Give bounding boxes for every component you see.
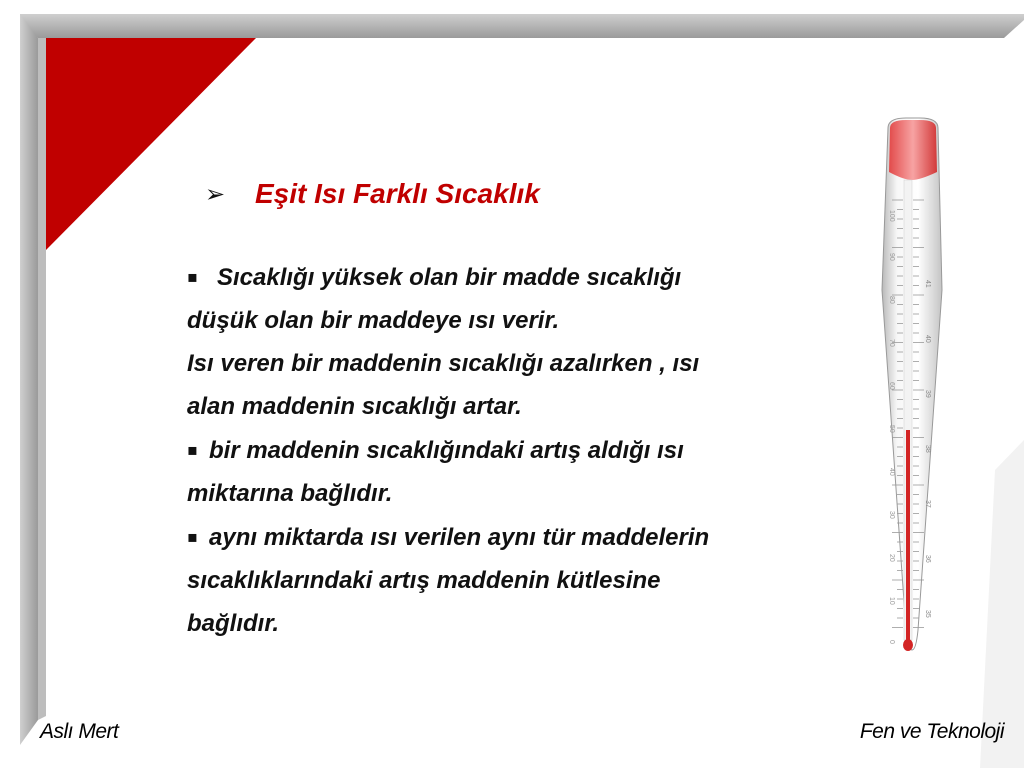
slide-title-row bbox=[205, 178, 540, 210]
thermometer-secondary-label: 41 bbox=[924, 280, 931, 288]
footer-author: Aslı Mert bbox=[40, 720, 119, 743]
body-line: ▪ bir maddenin sıcaklığındaki artış aldığı ısı bbox=[187, 428, 867, 472]
body-line: bağlıdır. bbox=[187, 610, 280, 637]
thermometer-scale-label: 80 bbox=[888, 296, 895, 304]
thermometer-liquid bbox=[906, 430, 910, 645]
body-line: ▪ Sıcaklığı yüksek olan bir madde sıcaklığı bbox=[187, 255, 867, 299]
body-line: ▪ aynı miktarda ısı verilen aynı tür maddelerin bbox=[187, 515, 867, 559]
arrow-bullet-icon: ➢ bbox=[205, 180, 226, 208]
thermometer-secondary-label: 35 bbox=[924, 610, 931, 618]
thermometer-secondary-label: 36 bbox=[924, 555, 931, 563]
body-line: düşük olan bir maddeye ısı verir. bbox=[187, 307, 560, 334]
thermometer-scale-label: 20 bbox=[888, 554, 895, 562]
body-line: sıcaklıklarındaki artış maddenin kütlesine bbox=[187, 567, 661, 594]
thermometer-scale-label: 40 bbox=[888, 468, 895, 476]
thermometer-secondary-label: 38 bbox=[924, 445, 931, 453]
thermometer-secondary-label: 37 bbox=[924, 500, 931, 508]
square-bullet-icon: ▪ bbox=[187, 440, 198, 459]
red-corner-triangle bbox=[46, 38, 256, 250]
thermometer-scale-label: 70 bbox=[888, 339, 895, 347]
thermometer-scale-label: 50 bbox=[888, 425, 895, 433]
body-line: miktarına bağlıdır. bbox=[187, 480, 393, 507]
left-frame-bar bbox=[20, 14, 38, 745]
thermometer-scale-label: 100 bbox=[888, 210, 895, 222]
thermometer-image bbox=[860, 110, 970, 670]
thermometer-scale-label: 0 bbox=[888, 640, 895, 644]
thermometer-secondary-label: 40 bbox=[924, 335, 931, 343]
top-frame-bar bbox=[20, 14, 1024, 38]
body-line: Isı veren bir maddenin sıcaklığı azalırken , ısı bbox=[187, 350, 700, 377]
square-bullet-icon: ▪ bbox=[187, 267, 198, 286]
thermometer-scale-label: 30 bbox=[888, 511, 895, 519]
footer-subject: Fen ve Teknoloji bbox=[859, 720, 1004, 743]
slide-body bbox=[187, 255, 867, 645]
thermometer-scale-label: 60 bbox=[888, 382, 895, 390]
thermometer-scale-label: 10 bbox=[888, 597, 895, 605]
thermometer-scale-label: 90 bbox=[888, 253, 895, 261]
thermometer-secondary-label: 39 bbox=[924, 390, 931, 398]
body-line: alan maddenin sıcaklığı artar. bbox=[187, 393, 522, 420]
square-bullet-icon: ▪ bbox=[187, 527, 198, 546]
slide-title: Eşit Isı Farklı Sıcaklık bbox=[255, 178, 540, 209]
thermometer-cap bbox=[889, 120, 937, 180]
